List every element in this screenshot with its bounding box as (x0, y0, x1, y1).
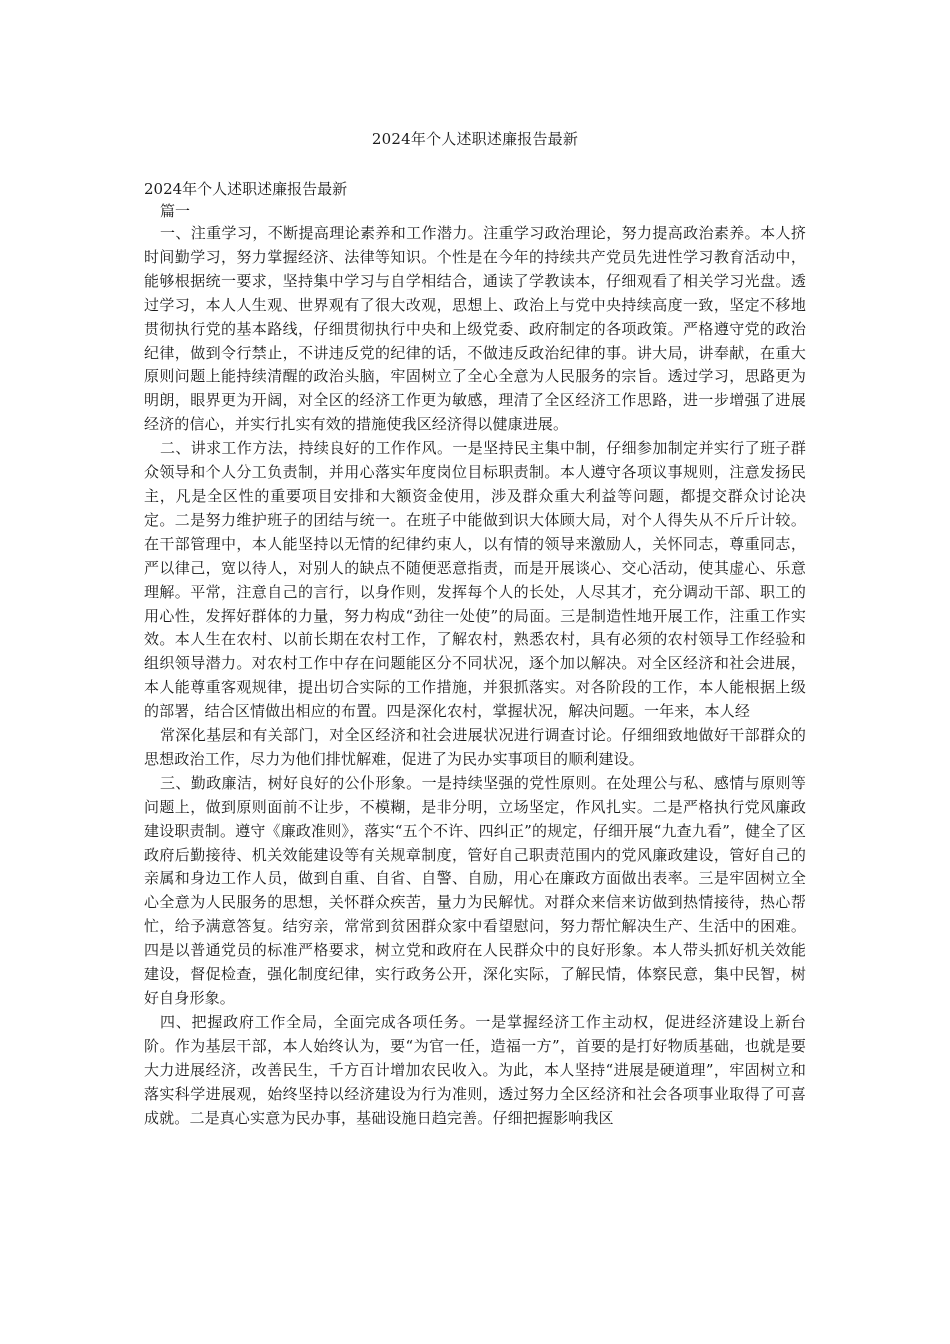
document-subtitle: 2024年个人述职述廉报告最新 (144, 180, 348, 198)
paragraph-5: 四、把握政府工作全局，全面完成各项任务。一是掌握经济工作主动权，促进经济建设上新台阶。作为基层干部，本人始终认为，要“为官一任，造福一方”，首要的是打好物质基础，也就是要大力进展经济，改善民生，千方百计增加农民收入。为此，本人坚持“进展是硬道理”，牢固树立和落实科学进展观，始终坚持以经济建设为行为准则，透过努力全区经济和社会各项事业取得了可喜成就。二是真心实意为民办事，基础设施日趋完善。仔细把握影响我区 (144, 1012, 806, 1127)
paragraph-4: 三、勤政廉洁，树好良好的公仆形象。一是持续坚强的党性原则。在处理公与私、感情与原则等问题上，做到原则面前不让步，不模糊，是非分明，立场坚定，作风扎实。二是严格执行党风廉政建设职责制。遵守《廉政准则》，落实“五个不许、四纠正”的规定，仔细开展“九查九看”，健全了区政府后勤接待、机关效能建设等有关规章制度，管好自己职责范围内的党风廉政建设，管好自己的亲属和身边工作人员，做到自重、自省、自警、自励，用心在廉政方面做出表率。三是牢固树立全心全意为人民服务的思想，关怀群众疾苦，量力为民解忧。对群众来信来访做到热情接待，热心帮忙，给予满意答复。结穷亲，常常到贫困群众家中看望慰问，努力帮忙解决生产、生活中的困难。四是以普通党员的标准严格要求，树立党和政府在人民群众中的良好形象。本人带头抓好机关效能建设，督促检查，强化制度纪律，实行政务公开，深化实际，了解民情，体察民意，集中民智，树好自身形象。 (144, 773, 806, 1007)
paragraph-2: 二、讲求工作方法，持续良好的工作作风。一是坚持民主集中制，仔细参加制定并实行了班子群众领导和个人分工负责制，并用心落实年度岗位目标职责制。本人遵守各项议事规则，注意发扬民主，凡是全区性的重要项目安排和大额资金使用，涉及群众重大利益等问题，都提交群众讨论决定。二是努力维护班子的团结与统一。在班子中能做到识大体顾大局，对个人得失从不斤斤计较。在干部管理中，本人能坚持以无情的纪律约束人，以有情的领导来激励人，关怀同志，尊重同志，严以律己，宽以待人，对别人的缺点不随便恶意指责，而是开展谈心、交心活动，使其虚心、乐意理解。平常，注意自己的言行，以身作则，发挥每个人的长处，人尽其才，充分调动干部、职工的用心性，发挥好群体的力量，努力构成“劲往一处使”的局面。三是制造性地开展工作，注重工作实效。本人生在农村、以前长期在农村工作，了解农村，熟悉农村，具有必须的农村领导工作经验和组织领导潜力。对农村工作中存在问题能区分不同状况，逐个加以解决。对全区经济和社会进展，本人能尊重客观规律，提出切合实际的工作措施，并狠抓落实。对各阶段的工作，本人能根据上级的部署，结合区情做出相应的布置。四是深化农村，掌握状况，解决问题。一年来，本人经 (144, 439, 806, 721)
section-label: 篇一 (160, 202, 191, 220)
document-page (144, 0, 806, 1130)
document-title: 2024年个人述职述廉报告最新 (371, 130, 579, 148)
paragraph-3: 常深化基层和有关部门，对全区经济和社会进展状况进行调查讨论。仔细细致地做好干部群众的思想政治工作，尽力为他们排忧解难，促进了为民办实事项目的顺利建设。 (144, 726, 806, 768)
paragraph-1: 一、注重学习，不断提高理论素养和工作潜力。注重学习政治理论，努力提高政治素养。本人挤时间勤学习，努力掌握经济、法律等知识。个性是在今年的持续共产党员先进性学习教育活动中，能够根据统一要求，坚持集中学习与自学相结合，通读了学教读本，仔细观看了相关学习光盘。透过学习，本人人生观、世界观有了很大改观，思想上、政治上与党中央持续高度一致，坚定不移地贯彻执行党的基本路线，仔细贯彻执行中央和上级党委、政府制定的各项政策。严格遵守党的政治纪律，做到令行禁止，不讲违反党的纪律的话，不做违反政治纪律的事。讲大局，讲奉献，在重大原则问题上能持续清醒的政治头脑，牢固树立了全心全意为人民服务的宗旨。透过学习，思路更为明朗，眼界更为开阔，对全区的经济工作更为敏感，理清了全区经济工作思路，进一步增强了进展经济的信心，并实行扎实有效的措施使我区经济得以健康进展。 (144, 224, 806, 434)
